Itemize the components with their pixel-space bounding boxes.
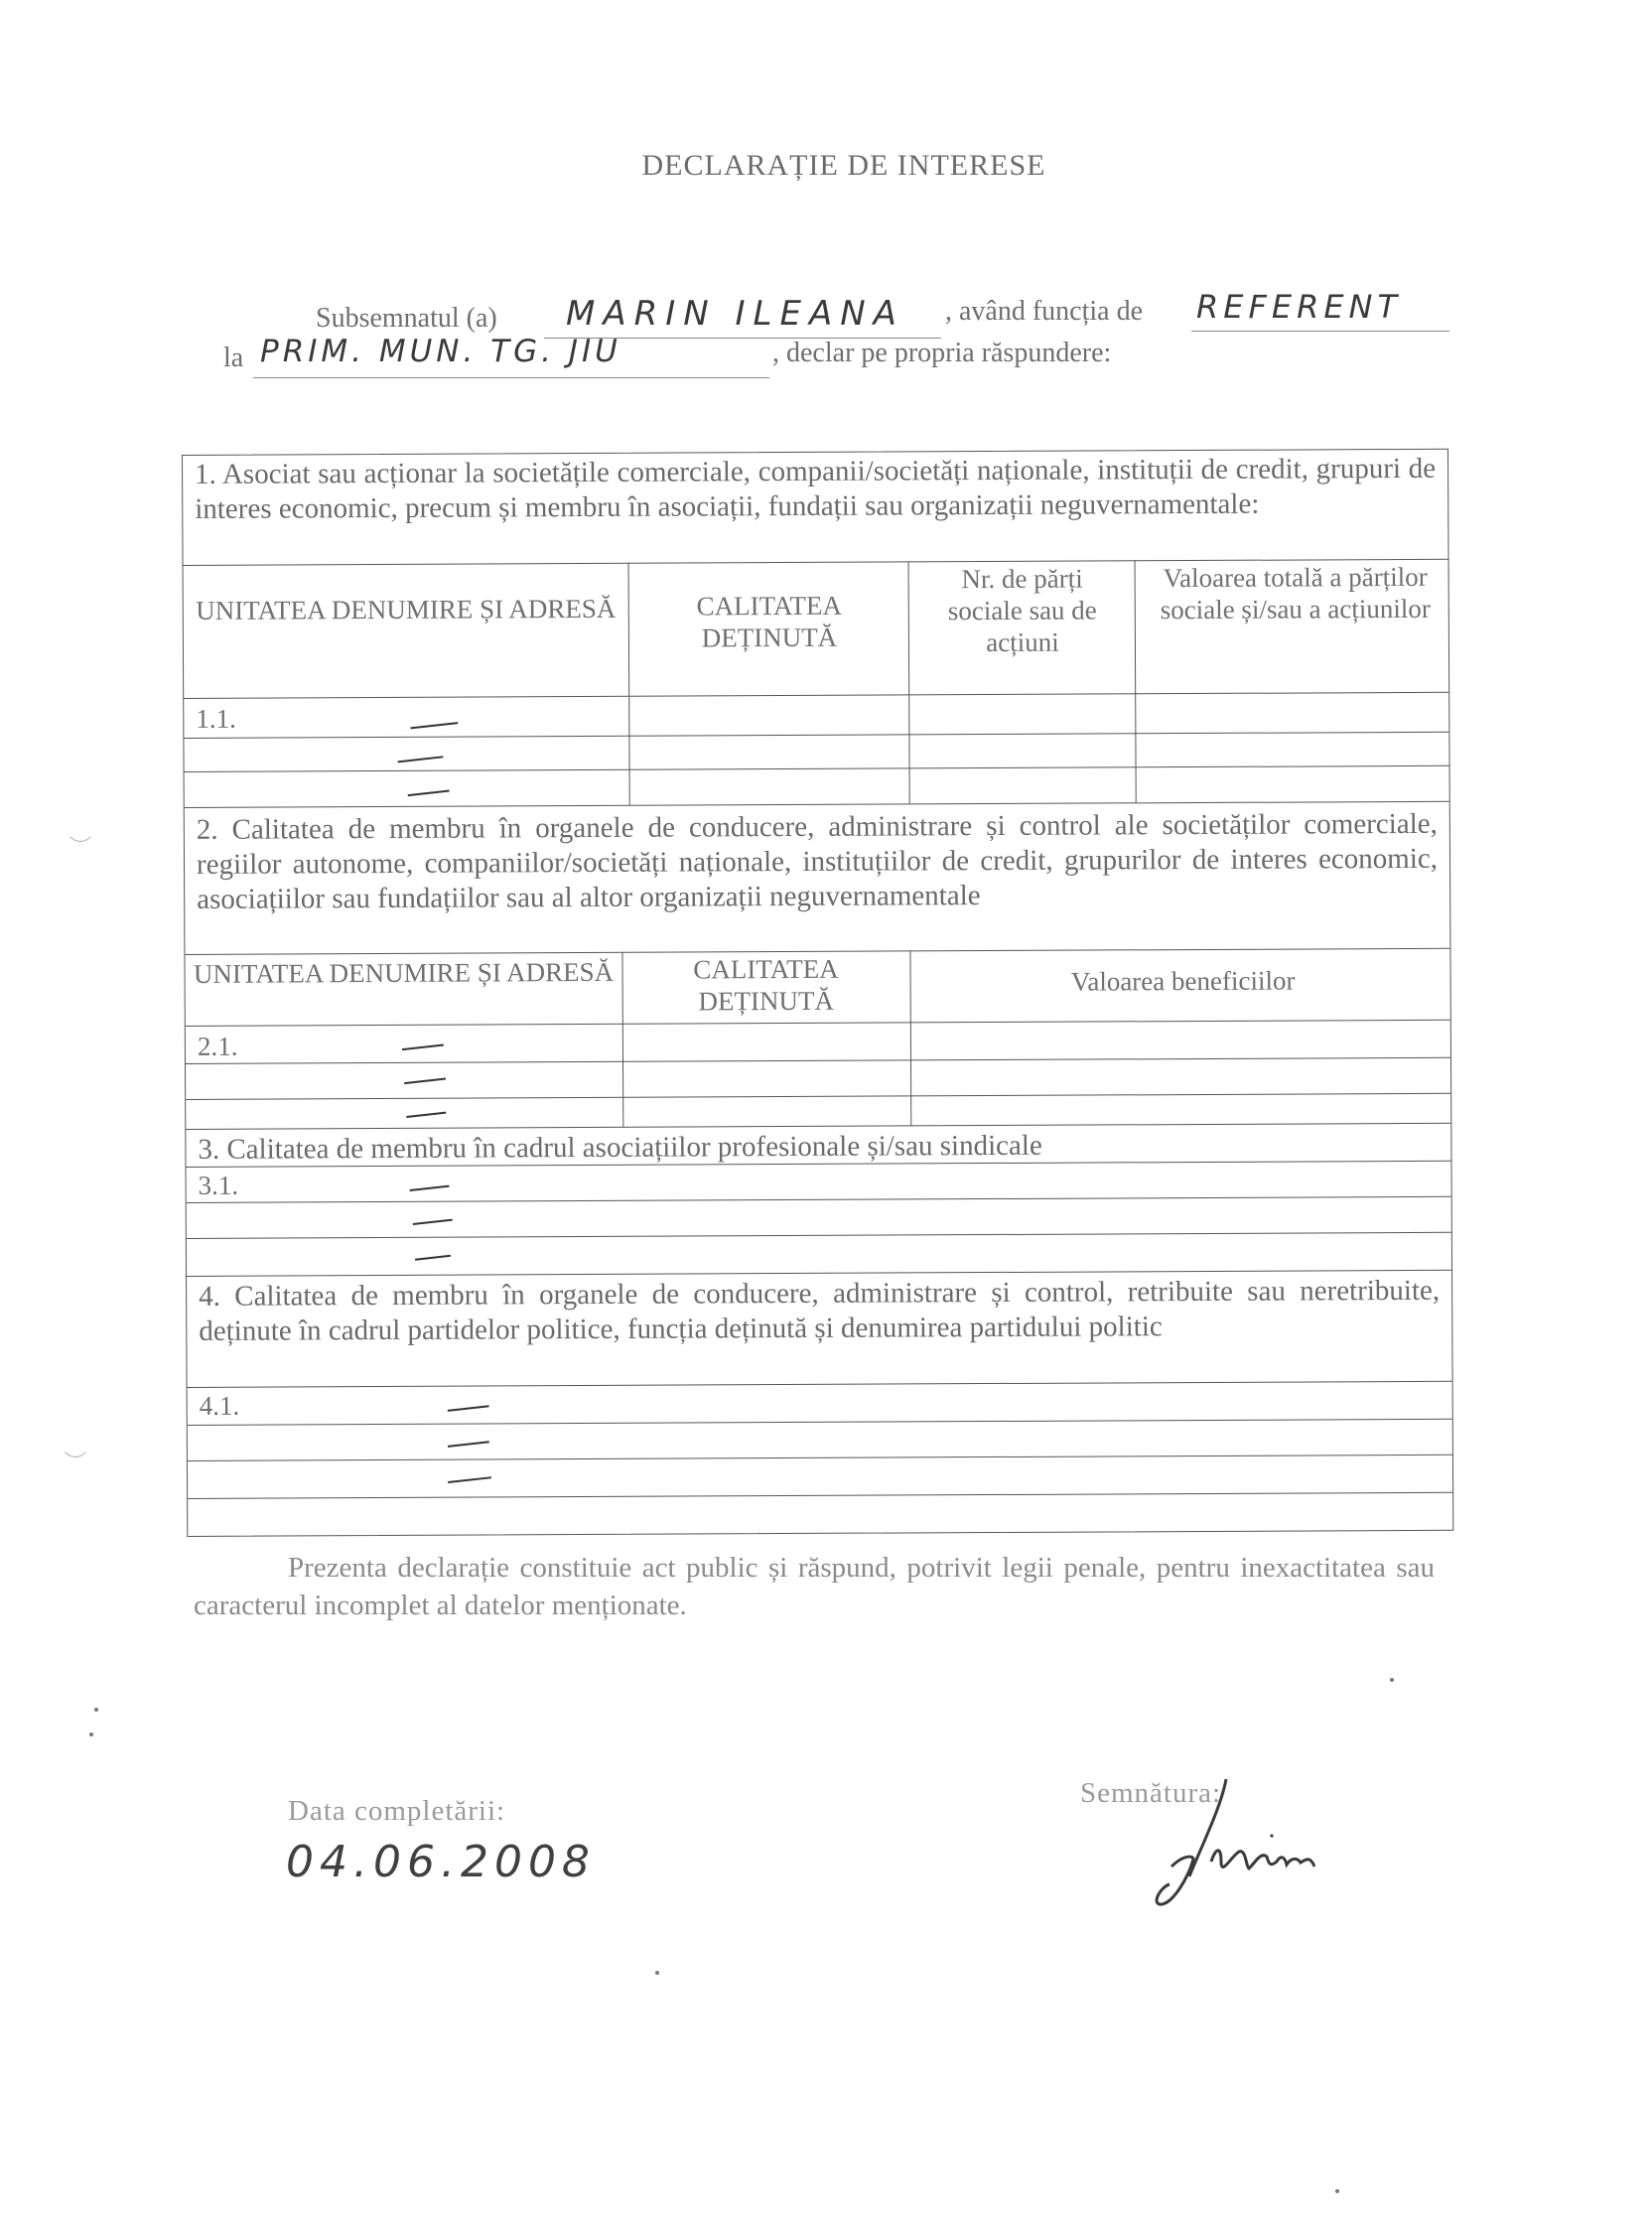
s1-dash-3 xyxy=(408,789,450,796)
s4-dash-3 xyxy=(448,1476,491,1483)
s2-dash-3 xyxy=(406,1112,446,1118)
section-2-heading: 2. Calitatea de membru în organele de conducere, administrare și control ale societăților comerciale, regiilor autonome, companiilor/societăți naționale, instituțiilor de credit, grupurilor de interes economic, asociațiilor sau fundațiilor sau al altor organizații neguvernamentale xyxy=(196,807,1439,915)
s3-row-label: 3.1. xyxy=(198,1170,239,1200)
scan-artifact xyxy=(65,804,96,842)
institution-underline xyxy=(253,377,769,378)
legal-statement: Prezenta declarație constituie act public și răspund, potrivit legii penale, pentru inexactitatea sau caracterul incomplet al datelor menționate. xyxy=(194,1552,1435,1621)
function-value: REFERENT xyxy=(1196,288,1403,326)
date-label: Data completării: xyxy=(288,1795,506,1827)
s2-header-quality: CALITATEA DEȚINUTĂ xyxy=(693,953,839,1017)
s4-dash-2 xyxy=(448,1441,489,1448)
date-value: 04.06.2008 xyxy=(286,1837,596,1887)
s4-row-label: 4.1. xyxy=(199,1390,240,1421)
s3-dash-1 xyxy=(410,1185,450,1191)
s3-dash-2 xyxy=(413,1219,453,1225)
s1-dash-1 xyxy=(410,722,458,729)
speck xyxy=(1335,2189,1339,2193)
s3-dash-3 xyxy=(415,1255,451,1261)
speck xyxy=(94,1708,98,1712)
speck xyxy=(1390,1678,1394,1682)
s2-row-label: 2.1. xyxy=(197,1031,238,1061)
s2-header-unit: UNITATEA DENUMIRE ȘI ADRESĂ xyxy=(193,956,615,989)
declarant-name: MARIN ILEANA xyxy=(566,294,904,334)
subsemnatul-label: Subsemnatul (a) xyxy=(316,303,497,334)
signature-image xyxy=(1072,1767,1350,1926)
speck xyxy=(89,1732,93,1736)
institution-value: PRIM. MUN. TG. JIU xyxy=(260,334,621,369)
s1-header-quality: CALITATEA DEȚINUTĂ xyxy=(696,590,842,653)
function-underline xyxy=(1191,331,1449,332)
s1-dash-2 xyxy=(398,756,444,762)
s1-row-label: 1.1. xyxy=(196,703,236,734)
speck xyxy=(655,1971,659,1975)
s2-dash-1 xyxy=(402,1044,444,1051)
section-1-heading: 1. Asociat sau acționar la societățile comerciale, companii/societăți naționale, instituții de credit, grupuri de interes economic, precum și membru în asociații, fundații sau organizații neguvernamentale: xyxy=(195,452,1437,525)
signature-label: Semnătura: xyxy=(1080,1777,1222,1809)
section-3-heading: 3. Calitatea de membru în cadrul asociațiilor profesionale și/sau sindicale xyxy=(198,1129,1042,1166)
s1-header-unit: UNITATEA DENUMIRE ȘI ADRESĂ xyxy=(196,593,617,625)
s2-header-benefits: Valoarea beneficiilor xyxy=(1070,965,1296,997)
declar-label: , declar pe propria răspundere: xyxy=(772,338,1112,368)
function-label: , având funcția de xyxy=(945,296,1144,327)
s1-header-value: Valoarea totală a părților sociale și/sau a acțiunilor xyxy=(1160,561,1431,625)
s1-header-shares: Nr. de părți sociale sau de acțiuni xyxy=(947,563,1097,658)
section-4-heading: 4. Calitatea de membru în organele de conducere, administrare și control, retribuite sau neretribuite, deținute în cadrul partidelor politice, funcția deținută și denumirea partidului politic xyxy=(199,1274,1441,1347)
interests-form xyxy=(182,449,1453,1537)
s2-dash-2 xyxy=(404,1078,446,1085)
scan-artifact xyxy=(60,1420,91,1457)
s4-dash-1 xyxy=(448,1405,489,1412)
document-title: DECLARAȚIE DE INTERESE xyxy=(641,149,1046,182)
la-label: la xyxy=(223,343,244,373)
